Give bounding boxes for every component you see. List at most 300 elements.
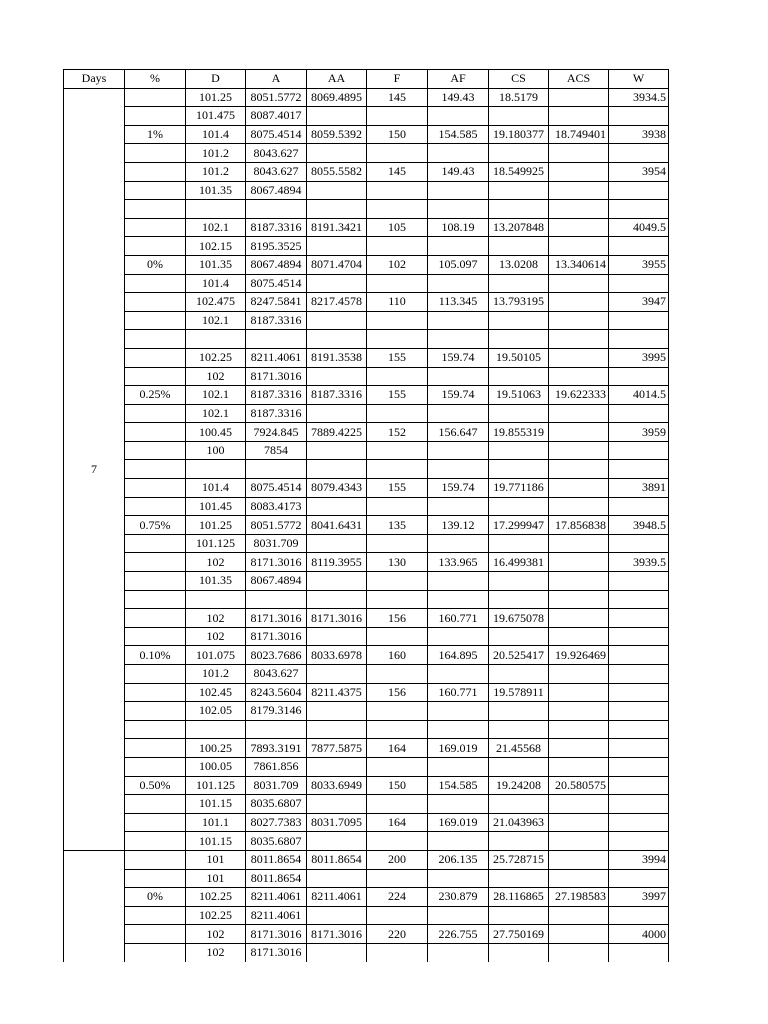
cell-acs — [549, 348, 609, 367]
cell-cs — [489, 757, 549, 776]
cell-f: 150 — [367, 776, 428, 795]
header-cs: CS — [489, 70, 549, 89]
days-cell: 7 — [64, 88, 125, 850]
cell-percent — [125, 739, 186, 758]
cell-f: 164 — [367, 813, 428, 832]
days-cell — [64, 850, 125, 961]
cell-d — [186, 720, 246, 739]
cell-acs: 17.856838 — [549, 516, 609, 535]
cell-cs: 20.525417 — [489, 646, 549, 665]
cell-aa: 8033.6949 — [307, 776, 367, 795]
cell-f — [367, 832, 428, 851]
cell-acs — [549, 572, 609, 591]
table-row — [64, 200, 669, 219]
table-row — [64, 609, 669, 628]
table-row — [64, 534, 669, 553]
cell-acs: 18.749401 — [549, 125, 609, 144]
cell-cs: 19.50105 — [489, 348, 549, 367]
cell-w — [609, 776, 669, 795]
cell-a: 8067.4894 — [246, 181, 307, 200]
cell-a: 8211.4061 — [246, 888, 307, 907]
cell-a: 8187.3316 — [246, 218, 307, 237]
cell-aa: 7877.5875 — [307, 739, 367, 758]
cell-af — [428, 144, 489, 163]
cell-aa: 8041.6431 — [307, 516, 367, 535]
cell-d: 100.45 — [186, 423, 246, 442]
cell-w — [609, 330, 669, 349]
cell-a: 8171.3016 — [246, 925, 307, 944]
cell-a: 8023.7686 — [246, 646, 307, 665]
cell-cs: 13.793195 — [489, 293, 549, 312]
cell-percent — [125, 702, 186, 721]
table-row — [64, 460, 669, 479]
cell-af — [428, 237, 489, 256]
cell-f — [367, 144, 428, 163]
cell-d: 101.2 — [186, 162, 246, 181]
cell-d: 102.25 — [186, 888, 246, 907]
cell-acs: 19.622333 — [549, 386, 609, 405]
cell-cs: 13.207848 — [489, 218, 549, 237]
cell-af — [428, 757, 489, 776]
table-row — [64, 553, 669, 572]
cell-af: 139.12 — [428, 516, 489, 535]
cell-d — [186, 460, 246, 479]
cell-af — [428, 572, 489, 591]
cell-af — [428, 367, 489, 386]
cell-f — [367, 237, 428, 256]
cell-f: 130 — [367, 553, 428, 572]
cell-af: 160.771 — [428, 609, 489, 628]
cell-acs — [549, 869, 609, 888]
cell-a: 8171.3016 — [246, 943, 307, 961]
cell-aa — [307, 497, 367, 516]
cell-aa — [307, 330, 367, 349]
cell-w: 3955 — [609, 255, 669, 274]
cell-cs — [489, 144, 549, 163]
cell-d: 100.25 — [186, 739, 246, 758]
cell-aa: 8211.4375 — [307, 683, 367, 702]
table-row — [64, 516, 669, 535]
cell-d: 101.35 — [186, 255, 246, 274]
cell-percent — [125, 665, 186, 684]
cell-acs — [549, 423, 609, 442]
cell-aa: 8171.3016 — [307, 925, 367, 944]
cell-aa — [307, 181, 367, 200]
cell-f: 224 — [367, 888, 428, 907]
cell-percent — [125, 367, 186, 386]
cell-aa — [307, 200, 367, 219]
cell-a: 7854 — [246, 441, 307, 460]
cell-cs: 19.24208 — [489, 776, 549, 795]
table-row — [64, 627, 669, 646]
cell-f — [367, 720, 428, 739]
cell-af: 156.647 — [428, 423, 489, 442]
cell-d: 102.1 — [186, 404, 246, 423]
table-row — [64, 720, 669, 739]
cell-percent — [125, 218, 186, 237]
cell-f — [367, 869, 428, 888]
cell-d: 101.45 — [186, 497, 246, 516]
cell-af — [428, 330, 489, 349]
cell-percent — [125, 311, 186, 330]
cell-acs — [549, 237, 609, 256]
cell-af — [428, 627, 489, 646]
cell-a: 8087.4017 — [246, 107, 307, 126]
cell-aa — [307, 665, 367, 684]
cell-a: 8187.3316 — [246, 404, 307, 423]
cell-af: 169.019 — [428, 739, 489, 758]
cell-acs — [549, 720, 609, 739]
cell-percent — [125, 144, 186, 163]
cell-cs: 18.549925 — [489, 162, 549, 181]
cell-aa — [307, 906, 367, 925]
cell-af — [428, 200, 489, 219]
cell-cs — [489, 572, 549, 591]
cell-w — [609, 702, 669, 721]
cell-d: 102 — [186, 925, 246, 944]
cell-cs — [489, 311, 549, 330]
cell-af — [428, 404, 489, 423]
cell-af — [428, 869, 489, 888]
cell-percent — [125, 943, 186, 961]
cell-percent — [125, 181, 186, 200]
table-row — [64, 702, 669, 721]
cell-cs: 19.675078 — [489, 609, 549, 628]
cell-d — [186, 200, 246, 219]
table-row — [64, 107, 669, 126]
cell-d: 102.15 — [186, 237, 246, 256]
cell-af: 160.771 — [428, 683, 489, 702]
cell-aa — [307, 720, 367, 739]
cell-af — [428, 590, 489, 609]
cell-acs — [549, 330, 609, 349]
cell-cs — [489, 330, 549, 349]
cell-acs: 20.580575 — [549, 776, 609, 795]
cell-a: 8179.3146 — [246, 702, 307, 721]
table-row — [64, 665, 669, 684]
cell-aa — [307, 460, 367, 479]
cell-w: 3954 — [609, 162, 669, 181]
cell-acs — [549, 293, 609, 312]
cell-d — [186, 330, 246, 349]
cell-aa: 8079.4343 — [307, 479, 367, 498]
cell-percent — [125, 404, 186, 423]
cell-d: 101.35 — [186, 181, 246, 200]
cell-w — [609, 181, 669, 200]
cell-af: 169.019 — [428, 813, 489, 832]
table-row — [64, 795, 669, 814]
header-acs: ACS — [549, 70, 609, 89]
header-row — [64, 70, 669, 89]
cell-cs: 17.299947 — [489, 516, 549, 535]
cell-f — [367, 200, 428, 219]
cell-aa: 7889.4225 — [307, 423, 367, 442]
cell-percent — [125, 534, 186, 553]
cell-percent — [125, 274, 186, 293]
cell-d — [186, 590, 246, 609]
cell-cs — [489, 107, 549, 126]
cell-aa: 8059.5392 — [307, 125, 367, 144]
header-days: Days — [64, 70, 125, 89]
cell-f — [367, 441, 428, 460]
cell-af — [428, 534, 489, 553]
cell-af: 113.345 — [428, 293, 489, 312]
cell-a: 7893.3191 — [246, 739, 307, 758]
cell-acs — [549, 590, 609, 609]
cell-w — [609, 590, 669, 609]
cell-f: 220 — [367, 925, 428, 944]
cell-aa: 8187.3316 — [307, 386, 367, 405]
cell-percent — [125, 330, 186, 349]
cell-aa — [307, 795, 367, 814]
cell-d: 102.1 — [186, 218, 246, 237]
cell-cs — [489, 237, 549, 256]
cell-f — [367, 795, 428, 814]
header-percent: % — [125, 70, 186, 89]
cell-acs — [549, 553, 609, 572]
cell-f — [367, 906, 428, 925]
cell-cs: 19.180377 — [489, 125, 549, 144]
table-row — [64, 162, 669, 181]
cell-af — [428, 702, 489, 721]
cell-cs: 21.45568 — [489, 739, 549, 758]
cell-percent — [125, 832, 186, 851]
cell-a: 8187.3316 — [246, 386, 307, 405]
cell-a: 8171.3016 — [246, 367, 307, 386]
cell-cs — [489, 441, 549, 460]
cell-f: 110 — [367, 293, 428, 312]
cell-acs — [549, 181, 609, 200]
cell-percent — [125, 925, 186, 944]
cell-acs — [549, 144, 609, 163]
cell-f: 155 — [367, 479, 428, 498]
cell-cs — [489, 720, 549, 739]
cell-a: 8171.3016 — [246, 609, 307, 628]
cell-acs — [549, 906, 609, 925]
cell-a: 8067.4894 — [246, 255, 307, 274]
cell-af: 149.43 — [428, 162, 489, 181]
cell-w — [609, 311, 669, 330]
table-row — [64, 943, 669, 961]
table-row — [64, 423, 669, 442]
table-row — [64, 590, 669, 609]
cell-percent: 1% — [125, 125, 186, 144]
table-row — [64, 739, 669, 758]
cell-aa: 8119.3955 — [307, 553, 367, 572]
cell-f — [367, 572, 428, 591]
header-a: A — [246, 70, 307, 89]
cell-w — [609, 627, 669, 646]
table-row — [64, 255, 669, 274]
cell-f: 152 — [367, 423, 428, 442]
cell-f — [367, 590, 428, 609]
cell-w — [609, 795, 669, 814]
data-table — [63, 69, 669, 962]
cell-w: 4014.5 — [609, 386, 669, 405]
cell-acs — [549, 88, 609, 107]
cell-af — [428, 943, 489, 961]
cell-w: 3934.5 — [609, 88, 669, 107]
cell-w — [609, 460, 669, 479]
cell-aa — [307, 869, 367, 888]
cell-w — [609, 683, 669, 702]
cell-aa — [307, 274, 367, 293]
cell-cs: 13.0208 — [489, 255, 549, 274]
cell-w — [609, 274, 669, 293]
cell-d: 102 — [186, 627, 246, 646]
cell-aa: 8191.3421 — [307, 218, 367, 237]
cell-cs — [489, 404, 549, 423]
table-row — [64, 572, 669, 591]
cell-af: 230.879 — [428, 888, 489, 907]
cell-w — [609, 497, 669, 516]
table-row — [64, 311, 669, 330]
cell-acs — [549, 665, 609, 684]
cell-w: 3959 — [609, 423, 669, 442]
cell-acs — [549, 497, 609, 516]
cell-aa — [307, 590, 367, 609]
cell-w — [609, 534, 669, 553]
cell-a: 8051.5772 — [246, 88, 307, 107]
cell-aa — [307, 237, 367, 256]
cell-d: 102 — [186, 943, 246, 961]
table-row — [64, 441, 669, 460]
cell-w: 3938 — [609, 125, 669, 144]
cell-aa — [307, 311, 367, 330]
cell-af — [428, 311, 489, 330]
table-row — [64, 293, 669, 312]
header-aa: AA — [307, 70, 367, 89]
cell-af — [428, 274, 489, 293]
cell-af: 159.74 — [428, 386, 489, 405]
cell-cs — [489, 497, 549, 516]
cell-percent — [125, 572, 186, 591]
cell-a: 7924.845 — [246, 423, 307, 442]
table-row — [64, 144, 669, 163]
cell-a: 8243.5604 — [246, 683, 307, 702]
cell-aa — [307, 572, 367, 591]
cell-af — [428, 832, 489, 851]
cell-f: 105 — [367, 218, 428, 237]
cell-acs — [549, 925, 609, 944]
cell-cs — [489, 367, 549, 386]
cell-percent — [125, 813, 186, 832]
cell-a — [246, 720, 307, 739]
table-row — [64, 888, 669, 907]
cell-a: 8075.4514 — [246, 479, 307, 498]
cell-a: 8051.5772 — [246, 516, 307, 535]
cell-a: 8171.3016 — [246, 553, 307, 572]
cell-af: 164.895 — [428, 646, 489, 665]
cell-a: 8211.4061 — [246, 348, 307, 367]
cell-af — [428, 441, 489, 460]
cell-percent — [125, 200, 186, 219]
cell-cs — [489, 869, 549, 888]
table-row — [64, 348, 669, 367]
cell-a — [246, 590, 307, 609]
cell-w — [609, 720, 669, 739]
cell-w — [609, 441, 669, 460]
cell-acs — [549, 943, 609, 961]
cell-a: 8187.3316 — [246, 311, 307, 330]
cell-af: 159.74 — [428, 479, 489, 498]
cell-aa: 8055.5582 — [307, 162, 367, 181]
table-body — [64, 88, 669, 961]
cell-acs — [549, 107, 609, 126]
cell-d: 102.25 — [186, 906, 246, 925]
cell-d: 102 — [186, 609, 246, 628]
cell-d: 101.25 — [186, 516, 246, 535]
cell-percent — [125, 720, 186, 739]
cell-f — [367, 702, 428, 721]
cell-percent — [125, 906, 186, 925]
cell-a: 8043.627 — [246, 144, 307, 163]
cell-aa: 8211.4061 — [307, 888, 367, 907]
cell-w — [609, 646, 669, 665]
cell-aa — [307, 627, 367, 646]
cell-w — [609, 404, 669, 423]
cell-w: 4049.5 — [609, 218, 669, 237]
cell-f — [367, 404, 428, 423]
cell-f: 160 — [367, 646, 428, 665]
cell-a: 7861.856 — [246, 757, 307, 776]
cell-acs — [549, 162, 609, 181]
cell-percent — [125, 162, 186, 181]
cell-w: 4000 — [609, 925, 669, 944]
cell-f — [367, 274, 428, 293]
cell-af: 133.965 — [428, 553, 489, 572]
header-af: AF — [428, 70, 489, 89]
cell-af: 105.097 — [428, 255, 489, 274]
cell-f: 135 — [367, 516, 428, 535]
cell-d: 101.2 — [186, 144, 246, 163]
cell-acs: 13.340614 — [549, 255, 609, 274]
cell-f — [367, 107, 428, 126]
cell-aa — [307, 534, 367, 553]
cell-acs — [549, 404, 609, 423]
cell-percent — [125, 609, 186, 628]
cell-percent — [125, 441, 186, 460]
cell-aa: 8217.4578 — [307, 293, 367, 312]
cell-cs — [489, 181, 549, 200]
cell-f: 156 — [367, 609, 428, 628]
cell-w — [609, 237, 669, 256]
cell-a — [246, 460, 307, 479]
cell-d: 100 — [186, 441, 246, 460]
cell-w — [609, 367, 669, 386]
cell-d: 101.35 — [186, 572, 246, 591]
cell-percent — [125, 590, 186, 609]
cell-d: 102.1 — [186, 386, 246, 405]
cell-w — [609, 869, 669, 888]
cell-cs — [489, 200, 549, 219]
cell-cs: 19.771186 — [489, 479, 549, 498]
cell-cs — [489, 627, 549, 646]
table-row — [64, 646, 669, 665]
cell-d: 102 — [186, 553, 246, 572]
cell-percent — [125, 795, 186, 814]
cell-aa — [307, 757, 367, 776]
cell-af — [428, 720, 489, 739]
cell-cs: 19.51063 — [489, 386, 549, 405]
cell-cs — [489, 590, 549, 609]
cell-a: 8035.6807 — [246, 832, 307, 851]
cell-a: 8031.709 — [246, 534, 307, 553]
cell-percent: 0.50% — [125, 776, 186, 795]
table-row — [64, 850, 669, 869]
cell-cs — [489, 460, 549, 479]
cell-af — [428, 665, 489, 684]
